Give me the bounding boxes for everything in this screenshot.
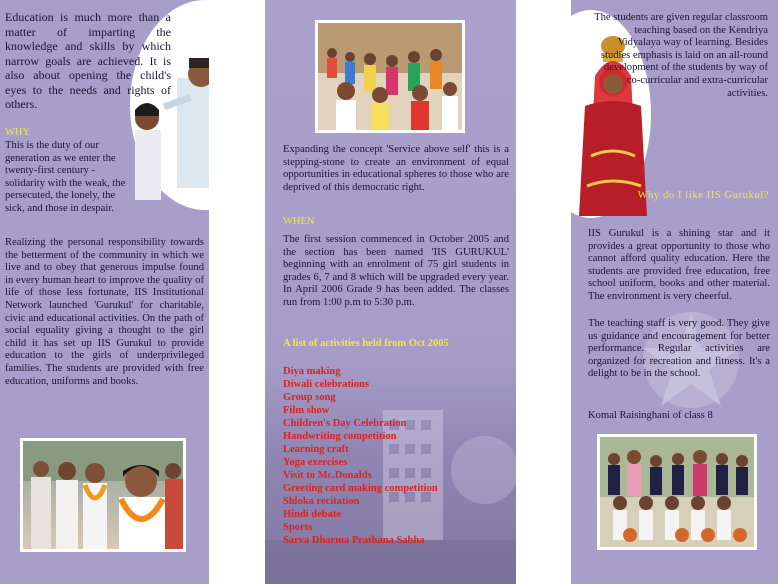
body-text: Realizing the personal responsibility towards the betterment of the community in which we live and to obey that generous impulse found in every human heart to improve the quality of life of those less fortunate, IIS Institutional Network launched 'Gurukul' for charitable, civic and educational activities. On the path of social equality giving a thought to the girl child it has set up IIS Gurukul to provide education to the girls of underprivileged families. The students are provided with free education, uniforms and books. [5, 237, 204, 387]
activity-item: Group song [283, 392, 336, 403]
activity-item: Visit to Mc.Donalds [283, 470, 372, 481]
teaching-text: The students are given regular classroom teaching based on the Kendriya Vidyalaya way of learning. Besides studies emphasis is laid on an all-round development of the students by way of co-curricular and extra-curricular activities. [594, 12, 768, 99]
activity-item: Sarva Dharma Prathana Sabha [283, 535, 425, 546]
activities-list [283, 365, 438, 547]
activity-item: Learning craft [283, 444, 349, 455]
activity-item: Diwali celebrations [283, 379, 370, 390]
why-heading: WHY [5, 127, 31, 138]
activity-item: Sports [283, 522, 313, 533]
activity-item: Film show [283, 405, 330, 416]
activity-item: Hindi debate [283, 509, 342, 520]
activities-heading: A list of activities held from Oct 2005 [283, 338, 449, 349]
activity-item: Greeting card making competition [283, 483, 438, 494]
why-text: This is the duty of our generation as we enter the twenty-first century - solidarity with the weak, the persecuted, the lonely, the sick, and those in despair. [5, 140, 126, 214]
left-panel [0, 0, 209, 584]
classroom-photo [315, 20, 465, 133]
attribution-text: Komal Raisinghani of class 8 [588, 410, 713, 421]
activity-item: Shloka recitation [283, 496, 360, 507]
concept-text: Expanding the concept 'Service above self' this is a stepping-stone to create an environment of equal opportunities in educational spheres to those who are deprived of this democratic right. [283, 144, 509, 193]
activity-item: Yoga exercises [283, 457, 348, 468]
when-text: The first session commenced in October 2005 and the section has been named 'IIS GURUKUL' beginning with an enrolment of 75 girl students in grades 6, 7 and 8 which will be upgraded every year. In April 2006 Grade 9 has been added. The classes run from 1:00 p.m to 5:30 p.m. [283, 234, 509, 308]
why-like-heading: Why do I like IIS Gurukul? [637, 190, 769, 201]
staff-text: The teaching staff is very good. They give us guidance and encouragement for better performance. Regular activities are organized for recreation and fitness. It's a delight to be in the school. [588, 318, 770, 380]
group-photo [597, 434, 757, 550]
when-heading: WHEN [283, 216, 315, 227]
intro-text: Education is much more than a matter of imparting the knowledge and skills by which narrow goals are achieved. It is also about opening the child's eyes to the needs and rights of others. [5, 10, 171, 111]
girls-photo [20, 438, 186, 552]
middle-panel [265, 0, 516, 584]
activity-item: Handwriting competition [283, 431, 397, 442]
activity-item: Diya making [283, 366, 341, 377]
right-panel [571, 0, 778, 584]
activity-item: Children's Day Celebration [283, 418, 407, 429]
why-like-text: IIS Gurukul is a shining star and it provides a great opportunity to those who cannot afford quality education. Here the students are provided free education, free school uniform, books and other material. The environment is very cheerful. [588, 228, 770, 302]
